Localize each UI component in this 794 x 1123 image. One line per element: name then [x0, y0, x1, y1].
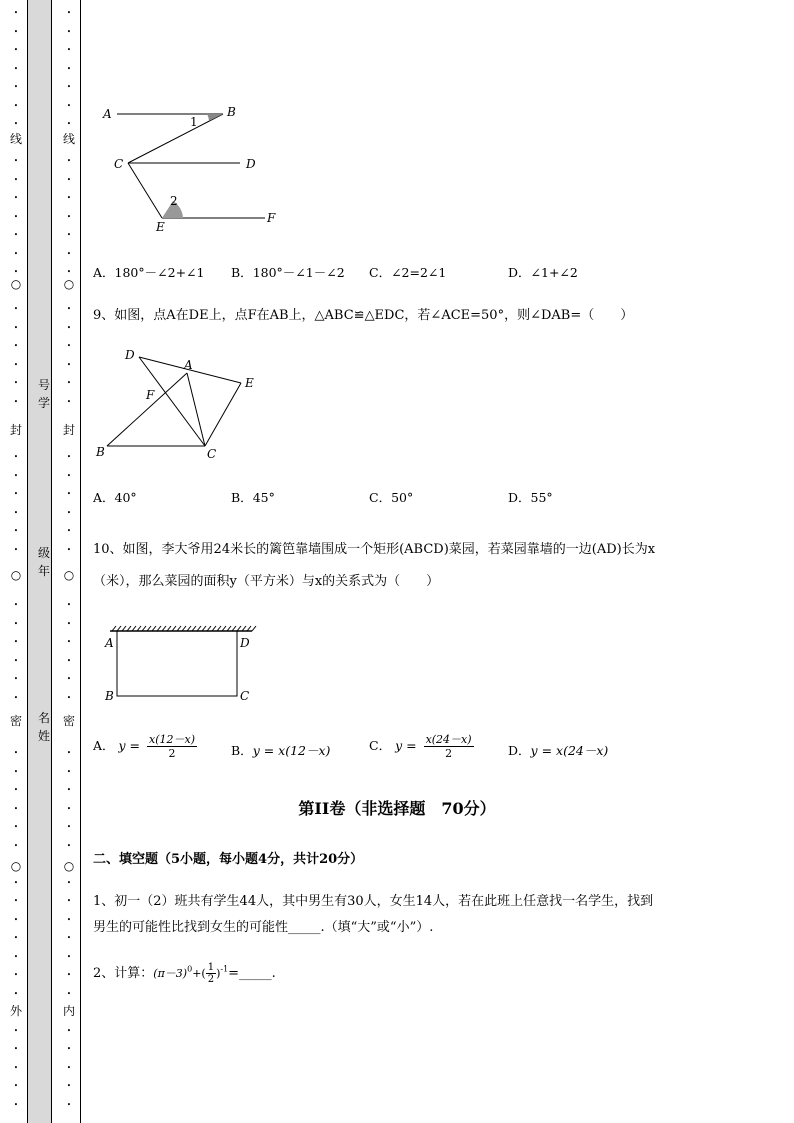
margin-dot: • — [66, 397, 72, 406]
margin-dot: • — [13, 268, 19, 276]
label-b: B — [96, 445, 105, 459]
seal-circle-right-1: ○ — [63, 277, 75, 291]
label-angle-2: 2 — [170, 194, 178, 208]
field-grade: 级年 — [37, 546, 50, 578]
seal-label-inner-right: 内 — [62, 1004, 75, 1018]
q8-figure — [95, 95, 295, 240]
margin-dot: • — [66, 1082, 72, 1090]
fill-q1-line1: 1、初一（2）班共有学生44人，其中男生有30人，女生14人，若在此班上任意找一名学生，找到 — [93, 894, 654, 909]
margin-dot: • — [66, 638, 72, 646]
q10-option-c[interactable]: C． y = $\frac{x(24-x)}{2}$ — [369, 733, 472, 760]
seal-label-secret-right: 密 — [62, 714, 75, 728]
margin-dot: • — [66, 971, 72, 979]
label-e: E — [156, 220, 165, 234]
margin-dot: • — [13, 675, 19, 683]
margin-dot: • — [66, 601, 72, 609]
q9-figure — [92, 343, 272, 468]
label-c: C — [207, 447, 217, 461]
margin-dot: • — [13, 1082, 19, 1090]
margin-dot: • — [13, 601, 19, 609]
section-2-title: 第II卷（非选择题 70分） — [298, 799, 496, 818]
margin-dot: • — [13, 46, 19, 54]
margin-dot: • — [66, 897, 72, 905]
margin-dot: • — [13, 490, 19, 498]
q8-option-b[interactable]: B．180°－∠1－∠2 — [231, 265, 345, 280]
q10-option-a[interactable]: A． y = $\frac{x(12-x)}{2}$ — [93, 733, 196, 760]
q8-option-a[interactable]: A．180°－∠2+∠1 — [93, 265, 205, 280]
q10-stem-line1: 10、如图，李大爷用24米长的篱笆靠墙围成一个矩形(ABCD)菜园，若菜园靠墙的一边(AD)长为x — [93, 542, 656, 557]
q9-option-d[interactable]: D．55° — [508, 490, 553, 505]
margin-dot: • — [66, 823, 72, 831]
margin-dot: • — [13, 638, 19, 646]
margin-dot: • — [13, 64, 19, 73]
seal-label-outer-left: 外 — [9, 1004, 22, 1018]
rectangle-abcd — [117, 631, 237, 696]
margin-dot: • — [13, 804, 19, 813]
q8-option-d[interactable]: D．∠1+∠2 — [508, 265, 578, 280]
margin-dot: • — [66, 64, 72, 73]
q8-option-c[interactable]: C．∠2=2∠1 — [369, 265, 447, 280]
margin-dot: • — [66, 212, 72, 221]
margin-dot: • — [66, 693, 72, 702]
angle-1-mark — [207, 114, 223, 121]
margin-dot: • — [66, 27, 72, 36]
margin-dot: • — [13, 231, 19, 239]
margin-dot: • — [13, 323, 19, 332]
margin-dot: • — [66, 878, 72, 887]
margin-dot: • — [66, 249, 72, 258]
margin-dot: • — [66, 379, 72, 387]
line-ce — [128, 163, 162, 218]
margin-dot: • — [66, 804, 72, 813]
binding-line — [80, 0, 81, 1123]
label-c: C — [240, 689, 250, 703]
margin-dot: • — [66, 915, 72, 924]
label-f: F — [267, 211, 276, 225]
q9-option-b[interactable]: B．45° — [231, 490, 275, 505]
margin-dot: • — [13, 157, 19, 165]
q10-option-b[interactable]: B．y = x(12－x) — [231, 743, 331, 758]
label-e: E — [245, 376, 254, 390]
margin-dot: • — [66, 46, 72, 54]
margin-dot: • — [13, 194, 19, 202]
margin-dot: • — [13, 693, 19, 702]
label-d: D — [246, 157, 256, 171]
margin-dot: • — [13, 1026, 19, 1035]
margin-dot: • — [66, 786, 72, 794]
seal-circle-right-2: ○ — [63, 568, 75, 582]
margin-dot: • — [13, 934, 19, 942]
margin-dot: • — [13, 27, 19, 36]
q10-option-d[interactable]: D．y = x(24－x) — [508, 743, 609, 758]
q9-stem: 9、如图，点A在DE上，点F在AB上，△ABC≌△EDC，若∠ACE=50°，则∠DAB=（ ） — [93, 308, 634, 323]
hatch-stroke — [252, 626, 256, 631]
margin-dot: • — [66, 490, 72, 498]
margin-dot: • — [66, 1100, 72, 1109]
line-ec — [205, 383, 241, 446]
margin-dot: • — [66, 545, 72, 554]
margin-dot: • — [66, 360, 72, 369]
seal-label-secret-left: 密 — [9, 714, 22, 728]
margin-dot: • — [13, 897, 19, 905]
margin-dot: • — [13, 1045, 19, 1053]
margin-dot: • — [66, 1026, 72, 1035]
margin-dot: • — [13, 101, 19, 110]
label-f: F — [146, 388, 155, 402]
margin-dot: • — [66, 656, 72, 665]
margin-dot: • — [13, 545, 19, 554]
fill-q1-line2: 男生的可能性比找到女生的可能性_____.（填“大”或“小”）. — [93, 920, 434, 935]
margin-dot: • — [66, 675, 72, 683]
margin-dot: • — [13, 83, 19, 91]
margin-dot: • — [13, 305, 19, 313]
margin-dot: • — [13, 360, 19, 369]
margin-dot: • — [66, 527, 72, 535]
seal-label-seal-right: 封 — [62, 423, 75, 437]
seal-circle-right-3: ○ — [63, 859, 75, 873]
label-angle-1: 1 — [190, 115, 198, 129]
label-a: A — [184, 358, 193, 372]
margin-dot: • — [13, 120, 19, 128]
margin-dot: • — [13, 952, 19, 961]
label-b: B — [227, 105, 236, 119]
margin-dot: • — [13, 379, 19, 387]
margin-dot: • — [13, 397, 19, 406]
margin-dot: • — [13, 1063, 19, 1072]
margin-dot: • — [66, 471, 72, 480]
margin-dot: • — [13, 508, 19, 517]
margin-dot: • — [13, 212, 19, 221]
label-a: A — [105, 636, 114, 650]
margin-dot: • — [66, 952, 72, 961]
seal-circle-left-3: ○ — [10, 859, 22, 873]
seal-label-line-left: 线 — [9, 132, 22, 146]
margin-dot: • — [13, 453, 19, 461]
label-a: A — [103, 107, 112, 121]
margin-dot: • — [13, 767, 19, 776]
margin-dot: • — [66, 157, 72, 165]
margin-dot: • — [66, 508, 72, 517]
label-d: D — [125, 348, 135, 362]
q10-figure — [100, 622, 260, 707]
margin-dot: • — [66, 1045, 72, 1053]
margin-dot: • — [13, 527, 19, 535]
margin-dot: • — [13, 989, 19, 998]
seal-circle-left-2: ○ — [10, 568, 22, 582]
label-c: C — [114, 157, 124, 171]
margin-dot: • — [66, 619, 72, 628]
margin-dot: • — [13, 619, 19, 628]
fill-q2: 2、计算：$(\pi-3)^0+$( $\frac{1}{2}$ )$^{-1}$=_____. — [93, 962, 276, 985]
q10-stem-line2: （米），那么菜园的面积y（平方米）与x的关系式为（ ） — [93, 574, 440, 589]
margin-dot: • — [13, 786, 19, 794]
q9-option-c[interactable]: C．50° — [369, 490, 414, 505]
margin-dot: • — [66, 101, 72, 110]
margin-dot: • — [66, 989, 72, 998]
q9-option-a[interactable]: A．40° — [93, 490, 137, 505]
line-ab — [107, 373, 187, 446]
margin-dot: • — [13, 749, 19, 757]
margin-dot: • — [66, 268, 72, 276]
margin-dot: • — [66, 841, 72, 850]
margin-dot: • — [13, 915, 19, 924]
label-b: B — [105, 689, 114, 703]
margin-dot: • — [66, 323, 72, 332]
seal-label-seal-left: 封 — [9, 423, 22, 437]
margin-dot: • — [13, 656, 19, 665]
field-student-number: 号学 — [37, 378, 50, 410]
line-bc — [128, 114, 223, 163]
margin-dot: • — [13, 9, 19, 17]
margin-dot: • — [66, 749, 72, 757]
margin-dot: • — [13, 971, 19, 979]
margin-dot: • — [66, 305, 72, 313]
margin-dot: • — [13, 823, 19, 831]
margin-dot: • — [66, 9, 72, 17]
margin-dot: • — [66, 934, 72, 942]
margin-dot: • — [66, 194, 72, 202]
margin-dot: • — [13, 471, 19, 480]
margin-dot: • — [66, 120, 72, 128]
margin-dot: • — [13, 342, 19, 350]
seal-circle-left-1: ○ — [10, 277, 22, 291]
margin-dot: • — [66, 453, 72, 461]
margin-dot: • — [66, 1063, 72, 1072]
line-ac — [187, 373, 205, 446]
margin-dot: • — [13, 841, 19, 850]
margin-dot: • — [13, 878, 19, 887]
seal-label-line-right: 线 — [62, 132, 75, 146]
margin-dot: • — [13, 249, 19, 258]
margin-dot: • — [66, 767, 72, 776]
fill-in-heading: 二、填空题（5小题，每小题4分，共计20分） — [93, 852, 364, 867]
margin-dot: • — [13, 175, 19, 184]
field-name: 名姓 — [37, 711, 50, 743]
margin-dot: • — [66, 231, 72, 239]
margin-dot: • — [66, 342, 72, 350]
margin-dot: • — [66, 83, 72, 91]
margin-dot: • — [66, 175, 72, 184]
margin-dot: • — [13, 1100, 19, 1109]
label-d: D — [240, 636, 250, 650]
